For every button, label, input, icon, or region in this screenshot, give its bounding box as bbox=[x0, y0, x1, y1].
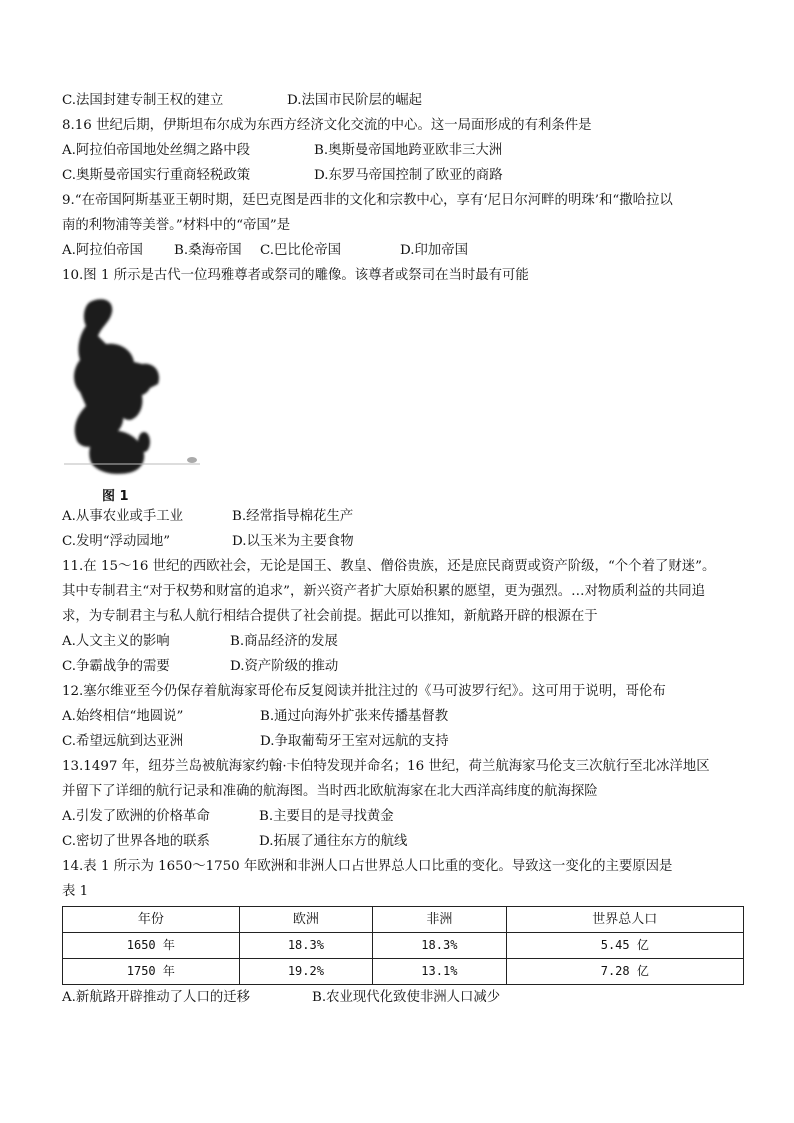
q8-stem: 8.16 世纪后期，伊斯坦布尔成为东西方经济文化交流的中心。这一局面形成的有利条件是 bbox=[62, 118, 592, 133]
q13-option-a[interactable]: A.引发了欧洲的价格革命 bbox=[62, 809, 210, 824]
q14-options-row-1 bbox=[62, 985, 752, 1010]
exam-page bbox=[62, 88, 752, 1010]
q14-option-a[interactable]: A.新航路开辟推动了人口的迁移 bbox=[62, 990, 251, 1005]
q11-options-row-1 bbox=[62, 629, 752, 654]
q13-options-row-2 bbox=[62, 829, 752, 854]
q10-option-c[interactable]: C.发明“浮动园地” bbox=[62, 534, 171, 549]
q10-option-b[interactable]: B.经常指导棉花生产 bbox=[232, 509, 354, 524]
q9-stem-line-2: 南的利物浦等美誉。”材料中的“帝国”是 bbox=[62, 218, 291, 233]
q11-stem-line-2: 其中专制君主“对于权势和财富的追求”，新兴资产者扩大原始积累的愿望，更为强烈。…对物质利益的共同追 bbox=[62, 584, 706, 599]
table-cell-world: 5.45 亿 bbox=[506, 933, 743, 959]
table-cell-year: 1650 年 bbox=[63, 933, 240, 959]
q9-stem-line-1: 9.“在帝国阿斯基亚王朝时期，廷巴克图是西非的文化和宗教中心，享有‘尼日尔河畔的明珠’和“撒哈拉以 bbox=[62, 193, 673, 208]
table-1-title: 表 1 bbox=[62, 884, 89, 899]
q8-options-row-2 bbox=[62, 163, 752, 188]
q12-option-a[interactable]: A.始终相信“地圆说” bbox=[62, 709, 184, 724]
q10-options-row-1 bbox=[62, 504, 752, 529]
q9-options-row bbox=[62, 238, 752, 263]
figure-1 bbox=[62, 292, 752, 504]
table-cell-africa: 18.3% bbox=[373, 933, 506, 959]
table-1 bbox=[62, 906, 744, 985]
q12-option-d[interactable]: D.争取葡萄牙王室对远航的支持 bbox=[260, 734, 449, 749]
q8-option-c[interactable]: C.奥斯曼帝国实行重商轻税政策 bbox=[62, 168, 251, 183]
q11-stem-line-1: 11.在 15～16 世纪的西欧社会，无论是国王、教皇、僧俗贵族，还是庶民商贾或资产阶级，“个个着了财迷”。 bbox=[62, 559, 716, 574]
q8-option-a[interactable]: A.阿拉伯帝国地处丝绸之路中段 bbox=[62, 143, 251, 158]
q11-option-b[interactable]: B.商品经济的发展 bbox=[230, 634, 338, 649]
q10-option-d[interactable]: D.以玉米为主要食物 bbox=[232, 534, 354, 549]
q7-option-d[interactable]: D.法国市民阶层的崛起 bbox=[287, 93, 423, 108]
q13-option-d[interactable]: D.拓展了通往东方的航线 bbox=[259, 834, 408, 849]
table-cell-europe: 19.2% bbox=[239, 959, 372, 985]
q10-option-a[interactable]: A.从事农业或手工业 bbox=[62, 509, 184, 524]
mayan-statue-image bbox=[62, 292, 202, 482]
table-cell-europe: 18.3% bbox=[239, 933, 372, 959]
q13-stem-line-2: 并留下了详细的航行记录和准确的航海图。当时西北欧航海家在北大西洋高纬度的航海探险 bbox=[62, 784, 598, 799]
q9-option-a[interactable]: A.阿拉伯帝国 bbox=[62, 243, 143, 258]
q11-option-c[interactable]: C.争霸战争的需要 bbox=[62, 659, 170, 674]
table-header-row bbox=[63, 907, 744, 933]
q12-option-b[interactable]: B.通过向海外扩张来传播基督教 bbox=[260, 709, 449, 724]
q14-option-b[interactable]: B.农业现代化致使非洲人口减少 bbox=[312, 990, 501, 1005]
q10-stem: 10.图 1 所示是古代一位玛雅尊者或祭司的雕像。该尊者或祭司在当时最有可能 bbox=[62, 268, 529, 283]
table-header-africa: 非洲 bbox=[373, 907, 506, 933]
q8-option-b[interactable]: B.奥斯曼帝国地跨亚欧非三大洲 bbox=[314, 143, 503, 158]
table-header-world: 世界总人口 bbox=[506, 907, 743, 933]
table-header-year: 年份 bbox=[63, 907, 240, 933]
q7-option-c[interactable]: C.法国封建专制王权的建立 bbox=[62, 93, 224, 108]
q13-options-row-1 bbox=[62, 804, 752, 829]
q9-option-c[interactable]: C.巴比伦帝国 bbox=[260, 243, 341, 258]
q9-option-b[interactable]: B.桑海帝国 bbox=[174, 243, 242, 258]
q11-option-a[interactable]: A.人文主义的影响 bbox=[62, 634, 170, 649]
q12-stem: 12.塞尔维亚至今仍保存着航海家哥伦布反复阅读并批注过的《马可波罗行纪》。这可用于说明，哥伦布 bbox=[62, 684, 666, 699]
q12-option-c[interactable]: C.希望远航到达亚洲 bbox=[62, 734, 184, 749]
q11-options-row-2 bbox=[62, 654, 752, 679]
q7-options-row bbox=[62, 88, 752, 113]
figure-1-caption: 图 1 bbox=[102, 489, 129, 504]
q10-options-row-2 bbox=[62, 529, 752, 554]
q12-options-row-2 bbox=[62, 729, 752, 754]
q8-options-row-1 bbox=[62, 138, 752, 163]
table-cell-africa: 13.1% bbox=[373, 959, 506, 985]
q14-stem: 14.表 1 所示为 1650～1750 年欧洲和非洲人口占世界总人口比重的变化。导致这一变化的主要原因是 bbox=[62, 859, 673, 874]
q9-option-d[interactable]: D.印加帝国 bbox=[400, 243, 469, 258]
q8-option-d[interactable]: D.东罗马帝国控制了欧亚的商路 bbox=[314, 168, 503, 183]
q11-option-d[interactable]: D.资产阶级的推动 bbox=[230, 659, 339, 674]
table-cell-year: 1750 年 bbox=[63, 959, 240, 985]
table-row bbox=[63, 959, 744, 985]
q13-option-c[interactable]: C.密切了世界各地的联系 bbox=[62, 834, 210, 849]
q13-option-b[interactable]: B.主要目的是寻找黄金 bbox=[259, 809, 394, 824]
q11-stem-line-3: 求，为专制君主与私人航行相结合提供了社会前提。据此可以推知，新航路开辟的根源在于 bbox=[62, 609, 598, 624]
table-header-europe: 欧洲 bbox=[239, 907, 372, 933]
q13-stem-line-1: 13.1497 年，纽芬兰岛被航海家约翰·卡伯特发现并命名；16 世纪，荷兰航海家马伦支三次航行至北冰洋地区 bbox=[62, 759, 710, 774]
table-row bbox=[63, 933, 744, 959]
table-cell-world: 7.28 亿 bbox=[506, 959, 743, 985]
q12-options-row-1 bbox=[62, 704, 752, 729]
